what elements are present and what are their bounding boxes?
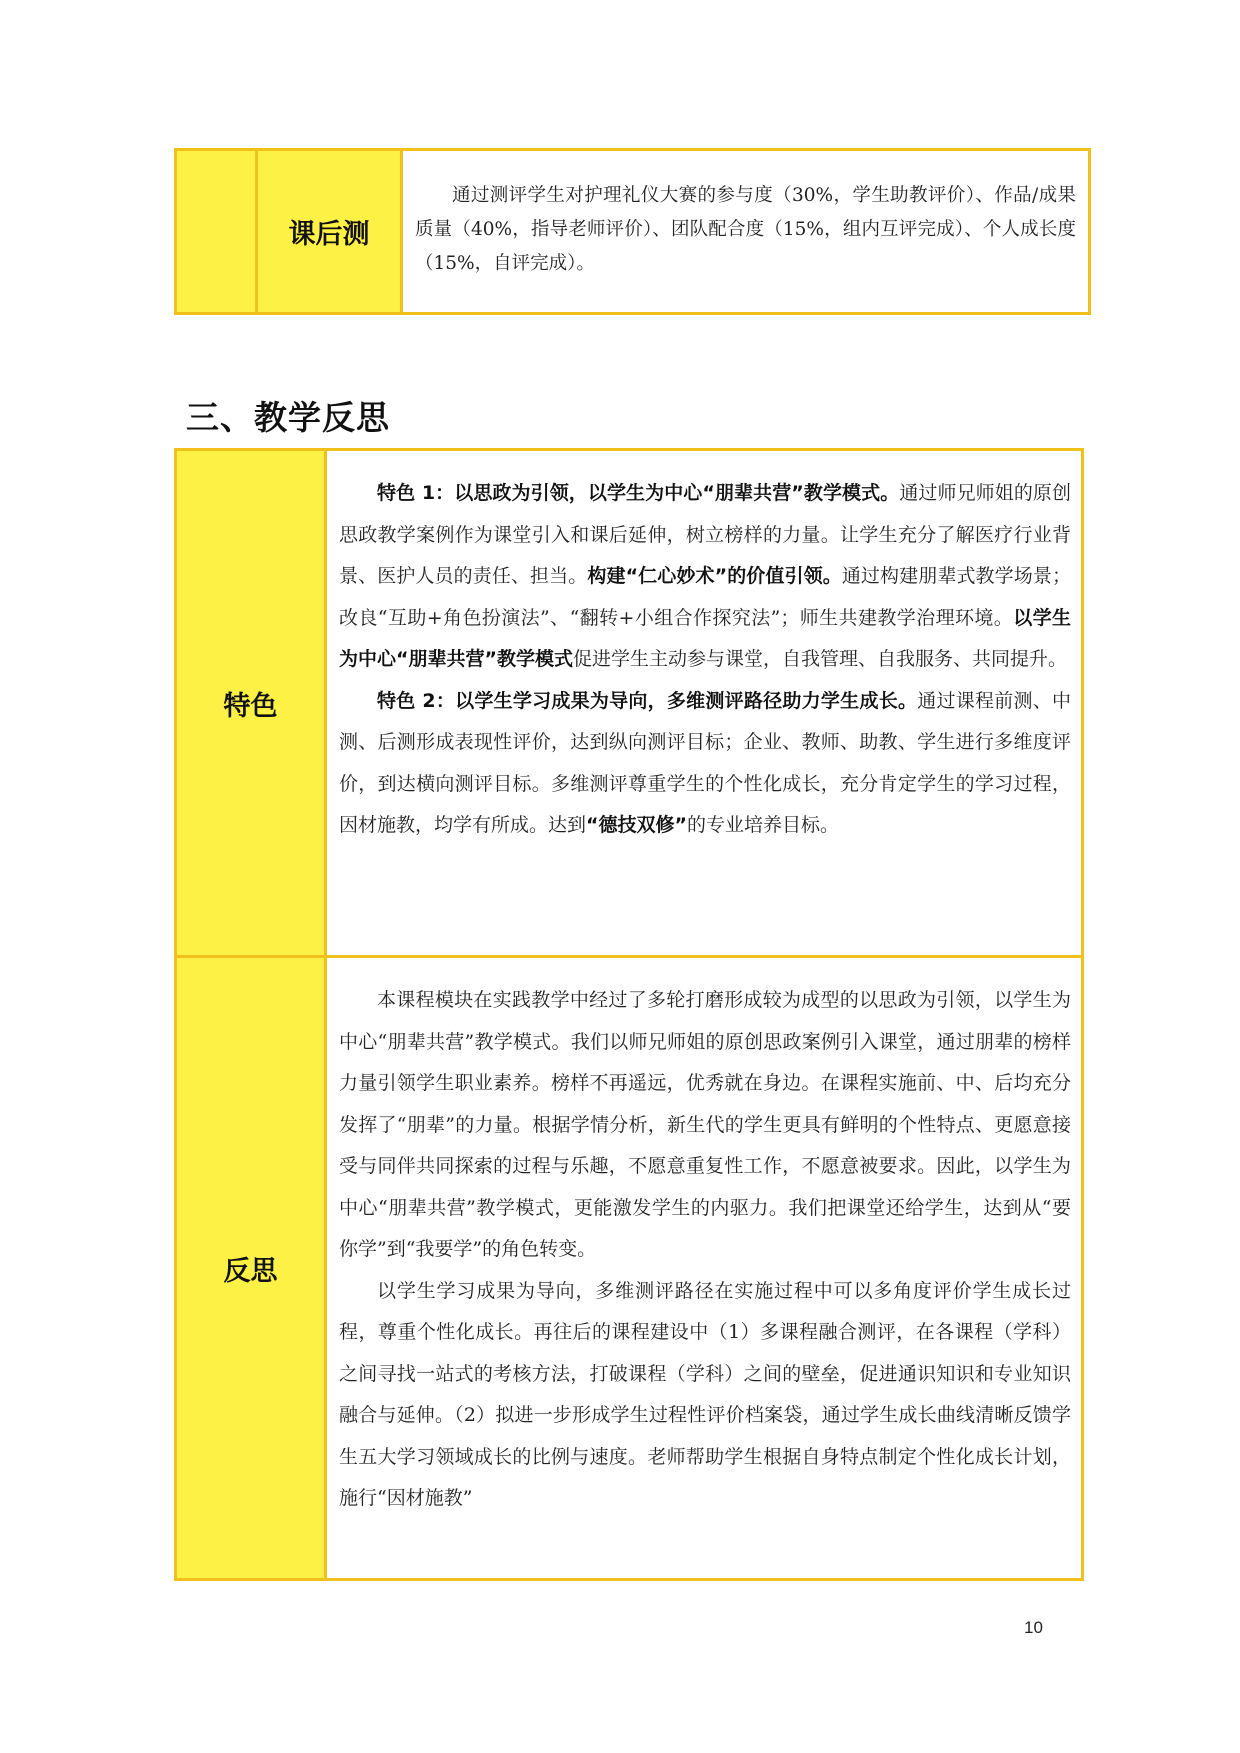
feature-1-title: 特色 1：以思政为引领，以学生为中心“朋辈共营”教学模式。	[377, 482, 900, 504]
feature-1-text-c: 促进学生主动参与课堂，自我管理、自我服务、共同提升。	[572, 648, 1067, 670]
feature-1-paragraph	[339, 473, 1071, 681]
feature-1-text-a: 通过师兄师姐的原创思政教学案例作为课堂引入和课后延伸，树立榜样的力量。让学生充分了解医疗行业背景、医护人员的责任、担当。	[339, 482, 1071, 587]
reflection-paragraph-2: 以学生学习成果为导向，多维测评路径在实施过程中可以多角度评价学生成长过程，尊重个性化成长。再往后的课程建设中（1）多课程融合测评，在各课程（学科）之间寻找一站式的考核方法，打破课程（学科）之间的壁垒，促进通识知识和专业知识融合与延伸。（2）拟进一步形成学生过程性评价档案袋，通过学生成长曲线清晰反馈学生五大学习领域成长的比例与速度。老师帮助学生根据自身特点制定个性化成长计划，施行“因材施教”	[339, 1279, 1071, 1509]
feature-2-text-b: 的专业培养目标。	[687, 814, 840, 836]
reflection-table	[174, 448, 1084, 1581]
feature-2-text-a: 通过课程前测、中测、后测形成表现性评价，达到纵向测评目标；企业、教师、助教、学生进行多维度评价，到达横向测评目标。多维测评尊重学生的个性化成长，充分肯定学生的学习过程，因材施教，均学有所成。达到	[339, 689, 1071, 836]
feature-1-model: 以学生为中心“朋辈共营”教学模式	[339, 606, 1071, 670]
reflection-text-cell	[327, 958, 1081, 1578]
reflection-paragraph-1: 本课程模块在实践教学中经过了多轮打磨形成较为成型的以思政为引领，以学生为中心“朋辈共营”教学模式。我们以师兄师姐的原创思政案例引入课堂，通过朋辈的榜样力量引领学生职业素养。榜样不再遥远，优秀就在身边。在课程实施前、中、后均充分发挥了“朋辈”的力量。根据学情分析，新生代的学生更具有鲜明的个性特点、更愿意接受与同伴共同探索的过程与乐趣，不愿意重复性工作，不愿意被要求。因此，以学生为中心“朋辈共营”教学模式，更能激发学生的内驱力。我们把课堂还给学生，达到从“要你学”到“我要学”的角色转变。	[339, 989, 1071, 1260]
feature-2-paragraph	[339, 681, 1071, 847]
section-heading: 三、教学反思	[186, 398, 390, 437]
post-class-test-cell	[403, 151, 1088, 312]
post-class-test-text: 通过测评学生对护理礼仪大赛的参与度（30%，学生助教评价）、作品/成果质量（40%，指导老师评价）、团队配合度（15%，组内互评完成）、个人成长度（15%，自评完成）。	[415, 185, 1076, 274]
features-label: 特色	[177, 451, 327, 955]
feature-2-goal: “德技双修”	[586, 814, 687, 836]
feature-2-title: 特色 2：以学生学习成果为导向，多维测评路径助力学生成长。	[377, 689, 918, 712]
page-number: 10	[1024, 1618, 1043, 1637]
post-class-test-label: 课后测	[258, 151, 403, 312]
features-text-cell	[327, 451, 1081, 955]
assessment-table-blank-cell	[177, 151, 258, 312]
assessment-table	[174, 148, 1091, 315]
feature-1-value-lead: 构建“仁心妙术”的价值引领。	[587, 565, 842, 587]
reflection-label: 反思	[177, 958, 327, 1578]
features-row	[177, 451, 1081, 958]
feature-1-text-b: 通过构建朋辈式教学场景；改良“互助+角色扮演法”、“翻转+小组合作探究法”；师生共建教学治理环境。	[339, 565, 1071, 629]
reflection-row	[177, 958, 1081, 1578]
